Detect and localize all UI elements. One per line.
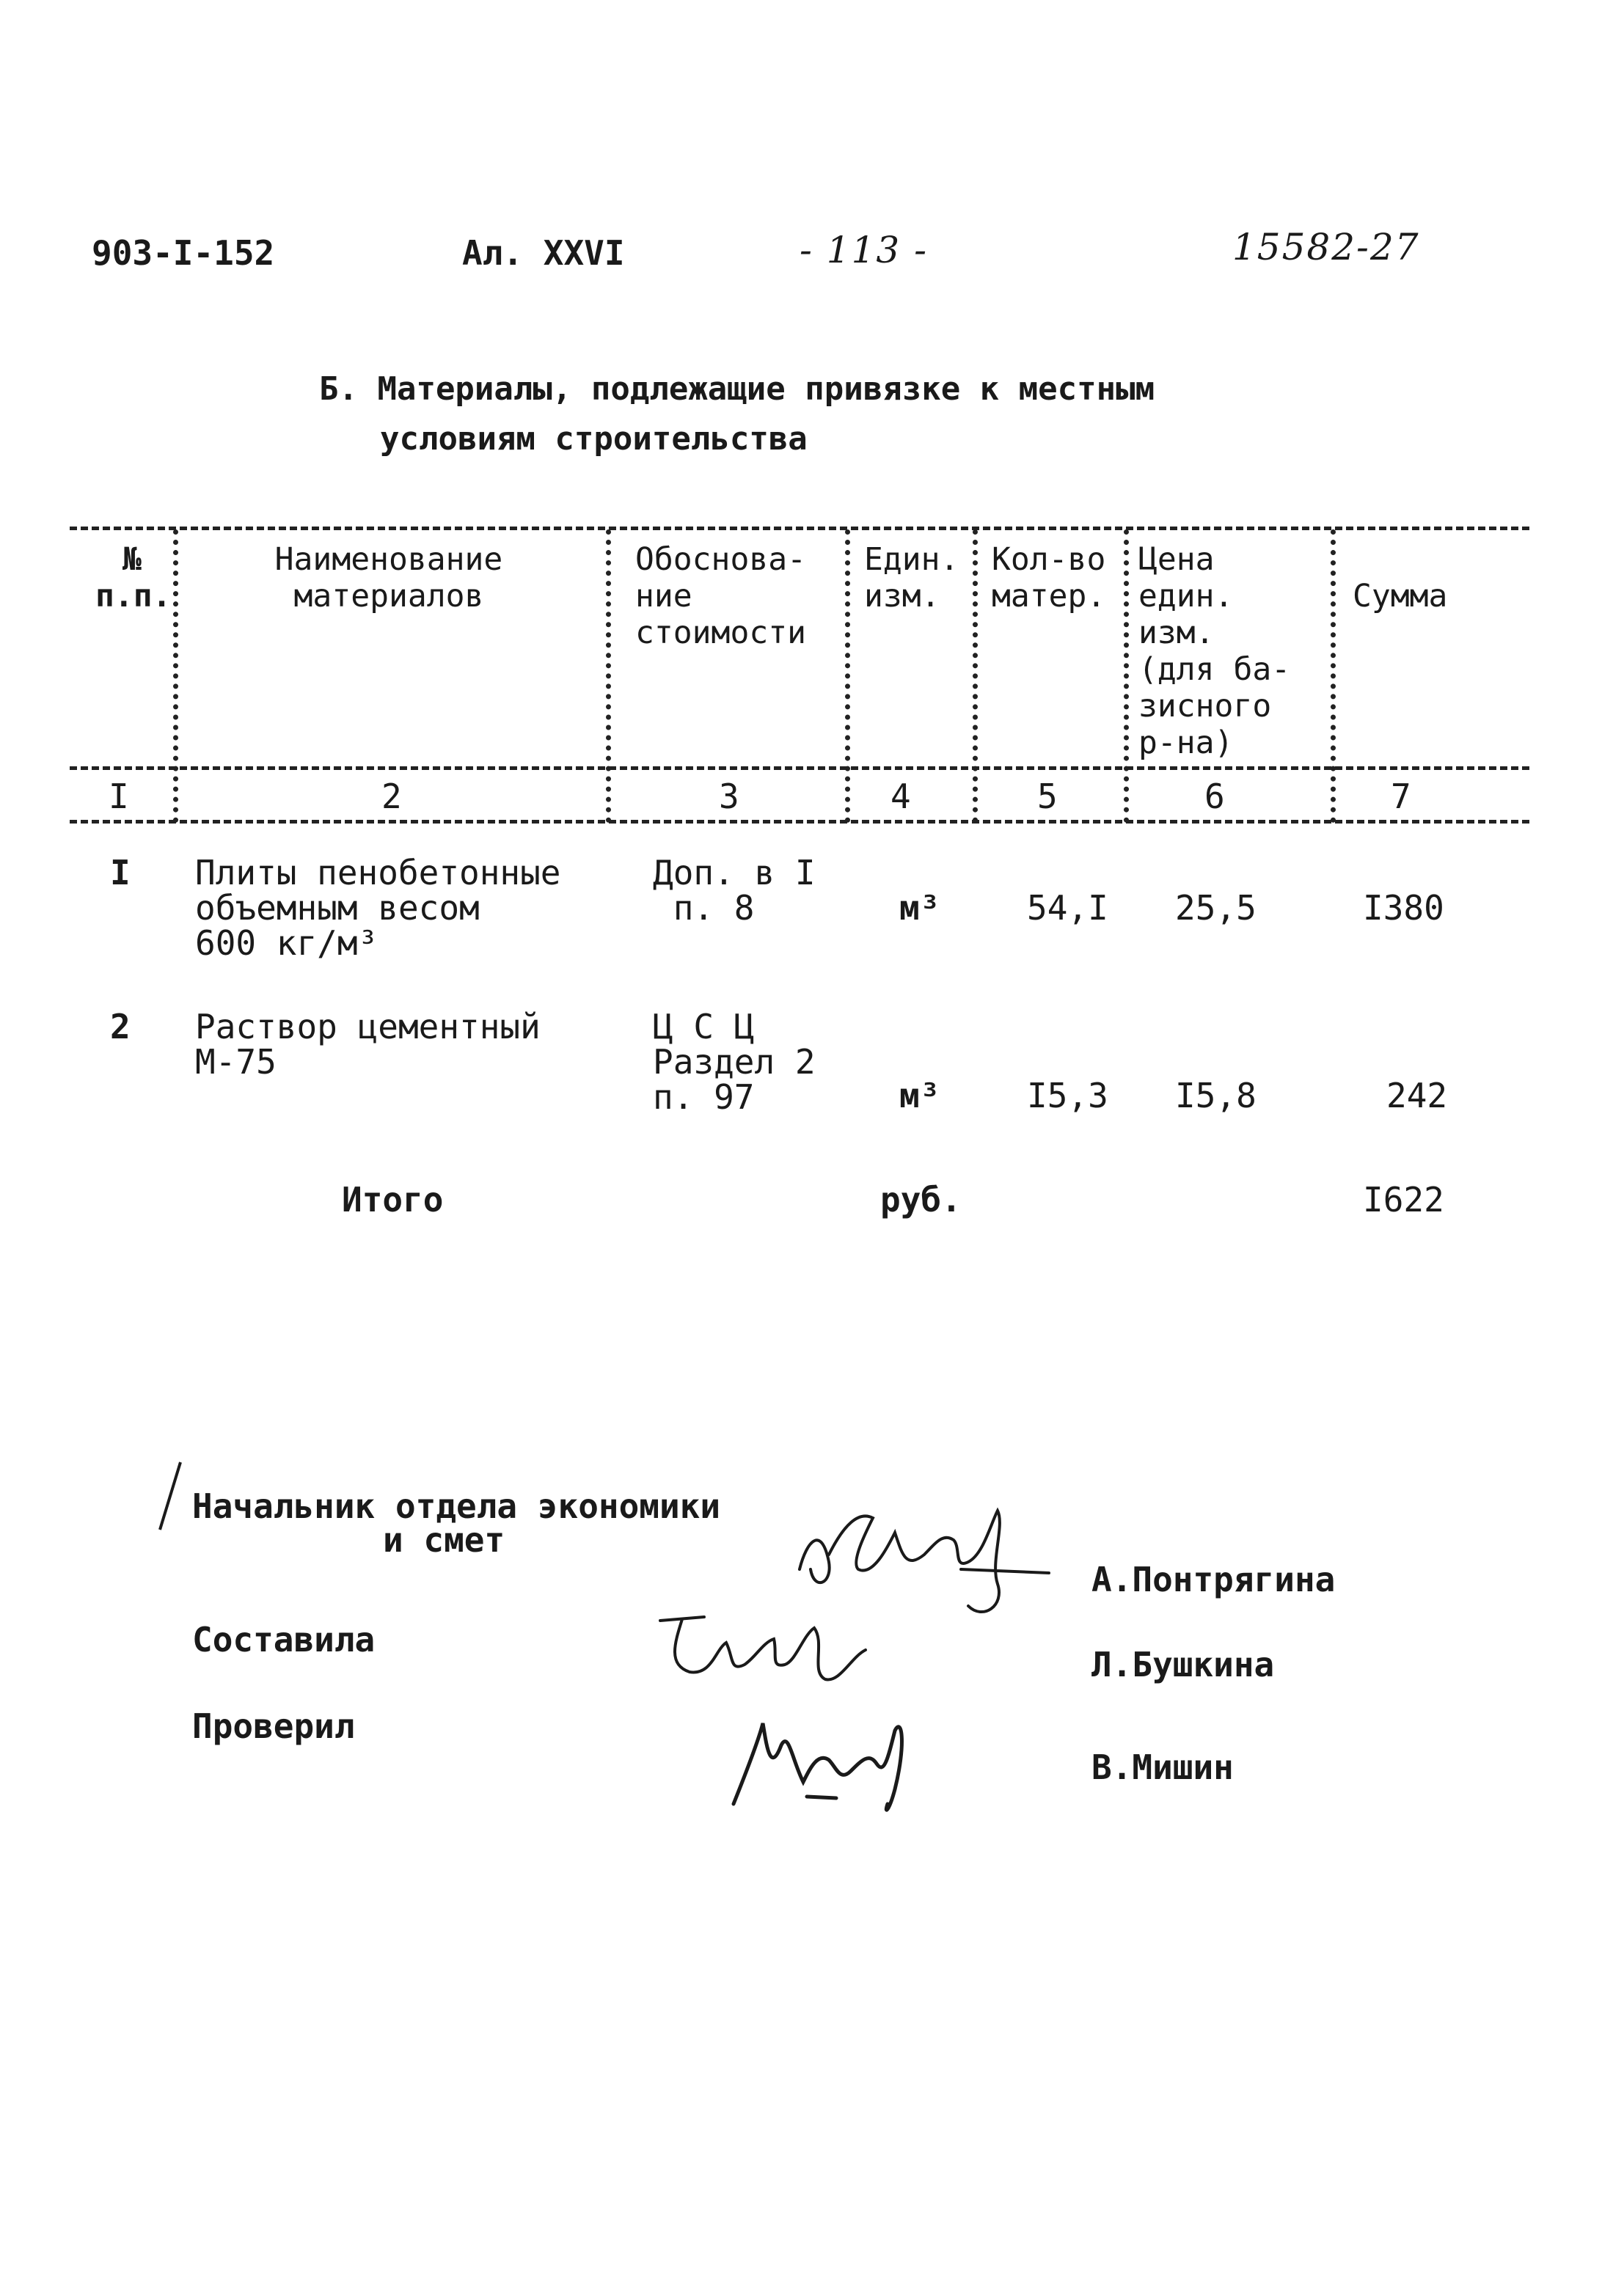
row-2-basis: Ц С Ц Раздел 2 п. 97 [653, 1007, 816, 1117]
signature-compiled [645, 1599, 880, 1694]
column-separator [606, 529, 611, 823]
table-numbers-rule [70, 820, 1529, 824]
signature-checked [719, 1701, 924, 1819]
row-1-unit: м³ [899, 888, 940, 928]
doc-code: 903-I-152 [92, 233, 275, 273]
row-2-price: I5,8 [1175, 1076, 1257, 1115]
section-title-line2: условиям строительства [380, 420, 808, 458]
table-top-rule [70, 527, 1529, 530]
row-1-name: Плиты пенобетонные объемным весом 600 кг/м³ [195, 853, 561, 963]
row-1-basis: Доп. в I п. 8 [653, 853, 816, 928]
row-1-price: 25,5 [1175, 888, 1257, 928]
row-1-qty: 54,I [1027, 888, 1108, 928]
doc-number: 15582-27 [1232, 226, 1420, 268]
row-2-sum: 242 [1386, 1076, 1448, 1115]
checked-name: В.Мишин [1091, 1747, 1234, 1787]
table-header-rule [70, 766, 1529, 770]
total-unit: руб. [880, 1180, 962, 1219]
row-2-qty: I5,3 [1027, 1076, 1108, 1115]
column-number: 4 [890, 777, 911, 816]
checked-label: Проверил [192, 1706, 355, 1746]
column-header-num: № п.п. [95, 541, 172, 615]
column-number: 6 [1204, 777, 1225, 816]
row-1-num: I [110, 853, 131, 892]
column-number: I [109, 777, 129, 816]
column-header-price: Цена един. изм. (для ба- зисного р-на) [1138, 541, 1291, 761]
column-header-basis: Обоснова- ние стоимости [635, 541, 806, 651]
head-name: А.Понтрягина [1091, 1560, 1336, 1599]
row-2-name: Раствор цементный М-75 [195, 1007, 541, 1082]
slash-mark [156, 1459, 185, 1533]
column-separator [1124, 529, 1129, 823]
row-2-num: 2 [110, 1007, 131, 1046]
compiled-label: Составила [192, 1620, 376, 1659]
column-number: 5 [1037, 777, 1058, 816]
column-number: 2 [381, 777, 402, 816]
column-number: 3 [719, 777, 739, 816]
total-label: Итого [342, 1180, 444, 1219]
column-header-qty: Кол-во матер. [992, 541, 1106, 615]
row-1-sum: I380 [1363, 888, 1444, 928]
album-number: Ал. XXVI [462, 233, 625, 273]
head-title-line1: Начальник отдела экономики [192, 1486, 721, 1526]
row-2-unit: м³ [899, 1076, 940, 1115]
section-title-line1: Б. Материалы, подлежащие привязке к местным [319, 370, 1155, 408]
column-header-unit: Един. изм. [864, 541, 959, 615]
column-separator [1331, 529, 1336, 823]
compiled-name: Л.Бушкина [1091, 1645, 1275, 1684]
column-header-name: Наименование материалов [274, 541, 503, 615]
column-header-sum: Сумма [1353, 578, 1448, 615]
column-separator [173, 529, 178, 823]
column-number: 7 [1391, 777, 1411, 816]
column-separator [845, 529, 850, 823]
head-title-line2: и смет [383, 1520, 505, 1560]
page-number: - 113 - [800, 229, 929, 271]
total-sum: I622 [1363, 1180, 1444, 1219]
column-separator [973, 529, 978, 823]
